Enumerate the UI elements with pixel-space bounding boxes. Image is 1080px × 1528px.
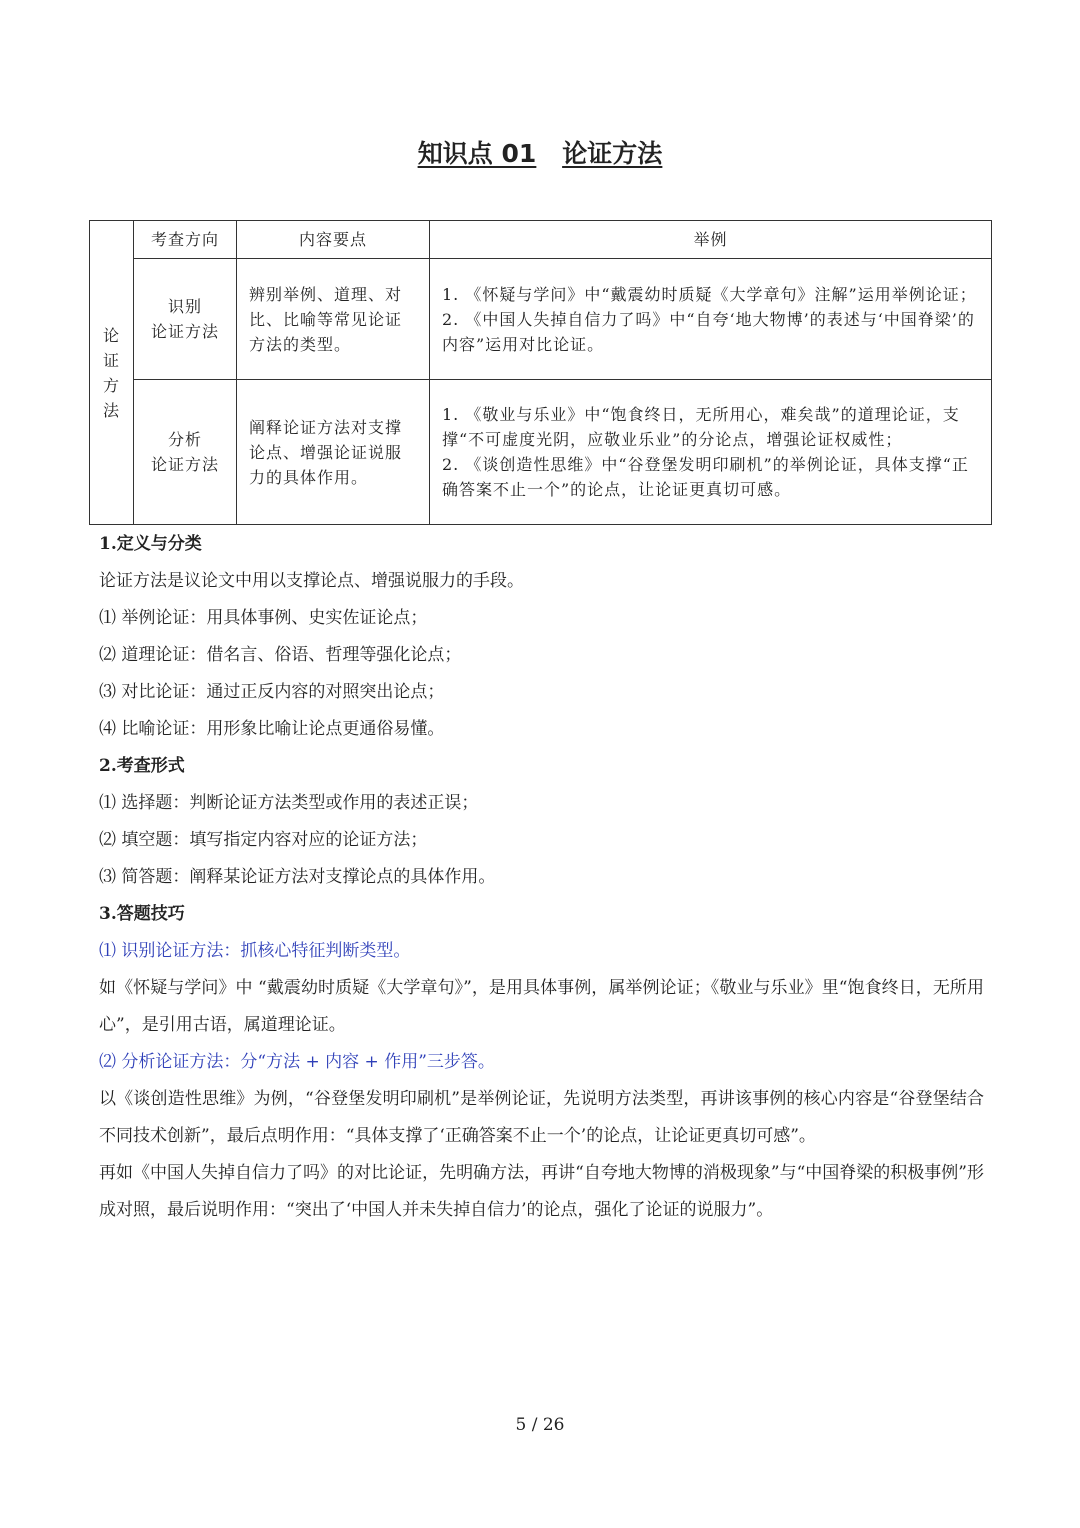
header-example: 举例 (430, 221, 992, 259)
example-cell: 1. 《怀疑与学问》中“戴震幼时质疑《大学章句》注解”运用举例论证； 2. 《中国人失掉自信力了吗》中“自夸‘地大物博’的表述与‘中国脊梁’的内容”运用对比论证。 (430, 259, 992, 380)
list-item: ⑷ 比喻论证：用形象比喻让论点更通俗易懂。 (99, 719, 445, 739)
table-row (90, 380, 992, 525)
header-direction: 考查方向 (134, 221, 237, 259)
list-item: ⑴ 举例论证：用具体事例、史实佐证论点； (99, 608, 428, 628)
list-item: ⑶ 对比论证：通过正反内容的对照突出论点； (99, 682, 445, 702)
table-row (90, 259, 992, 380)
title-part1: 知识点 01 (417, 139, 537, 168)
tip-paragraph: 再如《中国人失掉自信力了吗》的对比论证，先明确方法，再讲“自夸地大物博的消极现象”与“中国脊梁的积极事例”形成对照，最后说明作用：“突出了‘中国人并未失掉自信力’的论点，强化了论证的说服力”。 (99, 1163, 984, 1220)
list-item: ⑵ 道理论证：借名言、俗语、哲理等强化论点； (99, 645, 462, 665)
list-item: ⑵ 填空题：填写指定内容对应的论证方法； (99, 830, 428, 850)
tip-paragraph: 如《怀疑与学问》中 “戴震幼时质疑《大学章句》”，是用具体事例，属举例论证；《敬业与乐业》里“饱食终日，无所用心”，是引用古语，属道理论证。 (99, 978, 984, 1035)
tip-heading: ⑵ 分析论证方法：分“方法 + 内容 + 作用”三步答。 (99, 1052, 495, 1072)
table-header-row (90, 221, 992, 259)
example-cell: 1. 《敬业与乐业》中“饱食终日，无所用心，难矣哉”的道理论证，支撑“不可虚度光阴，应敬业乐业”的分论点，增强论证权威性； 2. 《谈创造性思维》中“谷登堡发明印刷机”的举例论证，具体支撑“正确答案不止一个”的论点，让论证更真切可感。 (430, 380, 992, 525)
section-intro: 论证方法是议论文中用以支撑论点、增强说服力的手段。 (99, 571, 524, 591)
section-heading: 2.考查形式 (99, 756, 185, 776)
content-cell: 阐释论证方法对支撑论点、增强论证说服力的具体作用。 (237, 380, 430, 525)
list-item: ⑶ 简答题：阐释某论证方法对支撑论点的具体作用。 (99, 867, 496, 887)
list-item: ⑴ 选择题：判断论证方法类型或作用的表述正误； (99, 793, 479, 813)
page-number: 5 / 26 (515, 1415, 565, 1435)
tip-paragraph: 以《谈创造性思维》为例，“谷登堡发明印刷机”是举例论证，先说明方法类型，再讲该事例的核心内容是“谷登堡结合不同技术创新”，最后点明作用：“具体支撑了‘正确答案不止一个’的论点，让论证更真切可感”。 (99, 1089, 984, 1146)
body-text (99, 526, 984, 1229)
section-heading: 1.定义与分类 (99, 534, 202, 554)
header-content: 内容要点 (237, 221, 430, 259)
summary-table (89, 220, 992, 525)
tip-heading: ⑴ 识别论证方法：抓核心特征判断类型。 (99, 941, 411, 961)
direction-cell: 分析 论证方法 (134, 380, 237, 525)
direction-cell: 识别 论证方法 (134, 259, 237, 380)
title-part2: 论证方法 (562, 139, 663, 168)
page-title (0, 136, 1080, 172)
content-cell: 辨别举例、道理、对比、比喻等常见论证方法的类型。 (237, 259, 430, 380)
section-heading: 3.答题技巧 (99, 904, 185, 924)
side-label: 论 证 方 法 (90, 221, 134, 525)
